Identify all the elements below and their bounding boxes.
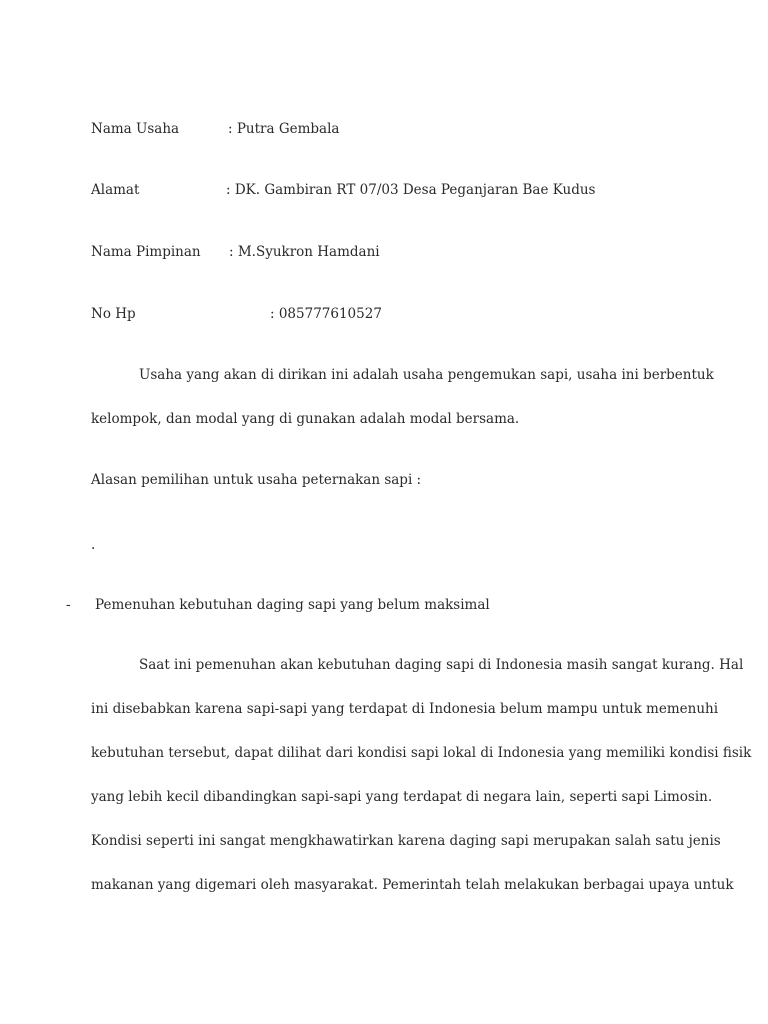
reasons-heading: Alasan pemilihan untuk usaha peternakan sapi : [91, 472, 422, 488]
field-nama-usaha-value: : Putra Gembala [228, 121, 340, 137]
body-line-5: Kondisi seperti ini sangat mengkhawatirkan karena daging sapi merupakan salah satu jenis [91, 833, 721, 849]
body-line-6: makanan yang digemari oleh masyarakat. Pemerintah telah melakukan berbagai upaya untuk [91, 877, 734, 893]
field-nama-pimpinan-value: : M.Syukron Hamdani [229, 244, 380, 260]
bullet-text: Pemenuhan kebutuhan daging sapi yang belum maksimal [95, 597, 490, 613]
body-line-3: kebutuhan tersebut, dapat dilihat dari kondisi sapi lokal di Indonesia yang memiliki kondisi fisik [91, 745, 752, 761]
intro-line-1: Usaha yang akan di dirikan ini adalah usaha pengemukan sapi, usaha ini berbentuk [139, 367, 714, 383]
stray-dot: . [91, 537, 96, 553]
field-nama-pimpinan-label: Nama Pimpinan [91, 244, 201, 260]
field-no-hp-value: : 085777610527 [270, 306, 382, 322]
bullet-marker: - [66, 597, 71, 613]
field-alamat-value: : DK. Gambiran RT 07/03 Desa Peganjaran Bae Kudus [226, 182, 596, 198]
body-line-2: ini disebabkan karena sapi-sapi yang terdapat di Indonesia belum mampu untuk memenuhi [91, 701, 719, 717]
intro-line-2: kelompok, dan modal yang di gunakan adalah modal bersama. [91, 411, 520, 427]
field-no-hp-label: No Hp [91, 306, 136, 322]
field-alamat-label: Alamat [91, 182, 140, 198]
body-line-4: yang lebih kecil dibandingkan sapi-sapi yang terdapat di negara lain, seperti sapi Limosin. [91, 789, 713, 805]
field-nama-usaha-label: Nama Usaha [91, 121, 180, 137]
body-line-1: Saat ini pemenuhan akan kebutuhan daging sapi di Indonesia masih sangat kurang. Hal [139, 657, 744, 673]
